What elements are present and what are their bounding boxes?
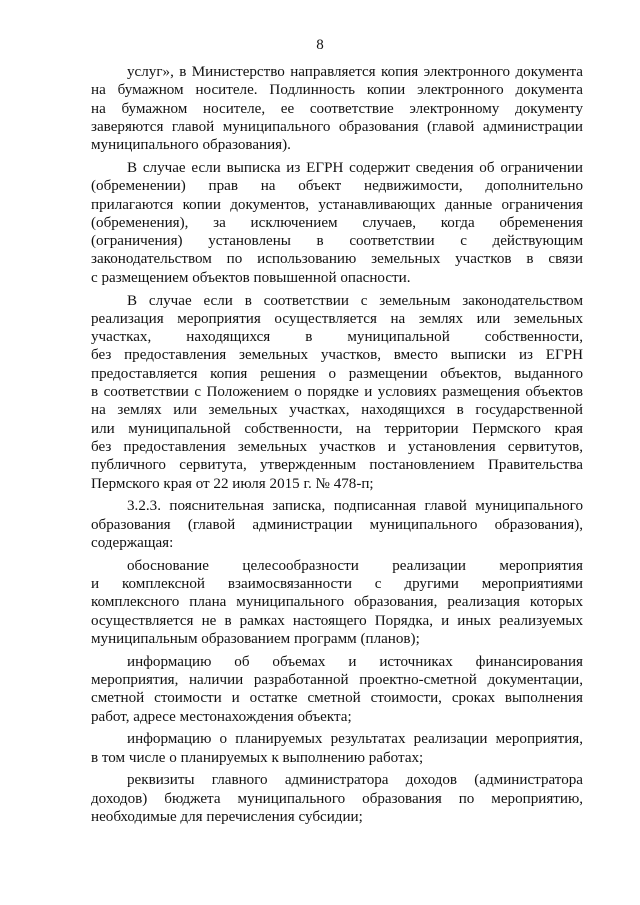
text-line: доходов) бюджета муниципального образования по мероприятию, [91, 790, 583, 807]
paragraph [91, 63, 583, 154]
page-number: 8 [316, 37, 324, 53]
text-line: (обременения), за исключением случаев, когда обременения [91, 214, 583, 231]
text-line: муниципального образования). [91, 137, 291, 154]
text-line: реквизиты главного администратора доходов (администратора [127, 772, 583, 789]
text-line: комплексного плана муниципального образования, реализация которых [91, 594, 583, 611]
text-line: на бумажном носителе. Подлинность копии электронного документа [91, 82, 583, 99]
text-line: (обременении) прав на объект недвижимости, дополнительно [91, 178, 583, 195]
text-line: сметной стоимости и остатке сметной стоимости, сроках выполнения [91, 690, 583, 707]
paragraph [91, 730, 583, 767]
paragraph [91, 292, 583, 493]
text-line: информацию об объемах и источниках финансирования [127, 653, 583, 670]
text-line: или муниципальной собственности, на территории Пермского края [91, 420, 583, 437]
text-line: муниципальным образованием программ (планов); [91, 630, 420, 647]
text-line: в том числе о планируемых к выполнению работах; [91, 749, 424, 766]
paragraph [91, 771, 583, 826]
text-line: Пермского края от 22 июля 2015 г. № 478-п; [91, 475, 374, 492]
text-line: образования (главой администрации муниципального образования), [91, 516, 583, 533]
text-line: мероприятия, наличии разработанной проектно-сметной документации, [91, 672, 583, 688]
text-line: законодательством по использованию земельных участков в связи [91, 251, 583, 268]
text-line: реализация мероприятия осуществляется на землях или земельных [91, 310, 583, 327]
text-line: на бумажном носителе, ее соответствие электронному документу [91, 100, 583, 117]
paragraph [91, 159, 583, 287]
text-line: информацию о планируемых результатах реализации мероприятия, [127, 731, 583, 748]
text-line: осуществляется не в рамках настоящего Порядка, и иных реализуемых [91, 612, 583, 629]
text-line: в соответствии с Положением о порядке и условиях размещения объектов [91, 384, 583, 401]
text-line: 3.2.3. пояснительная записка, подписанная главой муниципального [127, 498, 583, 515]
text-line: с размещением объектов повышенной опасности. [91, 269, 411, 286]
text-line: без предоставления земельных участков и установления сервитутов, [91, 438, 583, 455]
text-line: предоставляется копия решения о размещении объектов, выданного [91, 365, 583, 382]
text-line: необходимые для перечисления субсидии; [91, 809, 363, 826]
paragraph [91, 653, 583, 726]
text-line: прилагаются копии документов, устанавливающих данные ограничения [91, 196, 583, 213]
text-line: заверяются главой муниципального образования (главой администрации [91, 118, 583, 135]
paragraph [91, 497, 583, 552]
text-line: содержащая: [91, 534, 174, 551]
document-body [91, 63, 583, 831]
paragraph [91, 557, 583, 648]
text-line: работ, адресе местонахождения объекта; [91, 708, 352, 725]
text-line: участках, находящихся в муниципальной собственности, [91, 329, 583, 346]
text-line: обоснование целесообразности реализации мероприятия [127, 557, 583, 574]
text-line: на землях или земельных участках, находящихся в государственной [91, 402, 583, 419]
text-line: без предоставления земельных участков, вместо выписки из ЕГРН [91, 347, 583, 364]
text-line: В случае если в соответствии с земельным законодательством [127, 292, 583, 309]
text-line: и комплексной взаимосвязанности с другими мероприятиями [91, 576, 583, 593]
text-line: (ограничения) установлены в соответствии с действующим [91, 233, 583, 250]
text-line: услуг», в Министерство направляется копия электронного документа [127, 64, 583, 80]
text-line: публичного сервитута, утвержденным постановлением Правительства [91, 457, 583, 474]
text-line: В случае если выписка из ЕГРН содержит сведения об ограничении [127, 159, 583, 176]
